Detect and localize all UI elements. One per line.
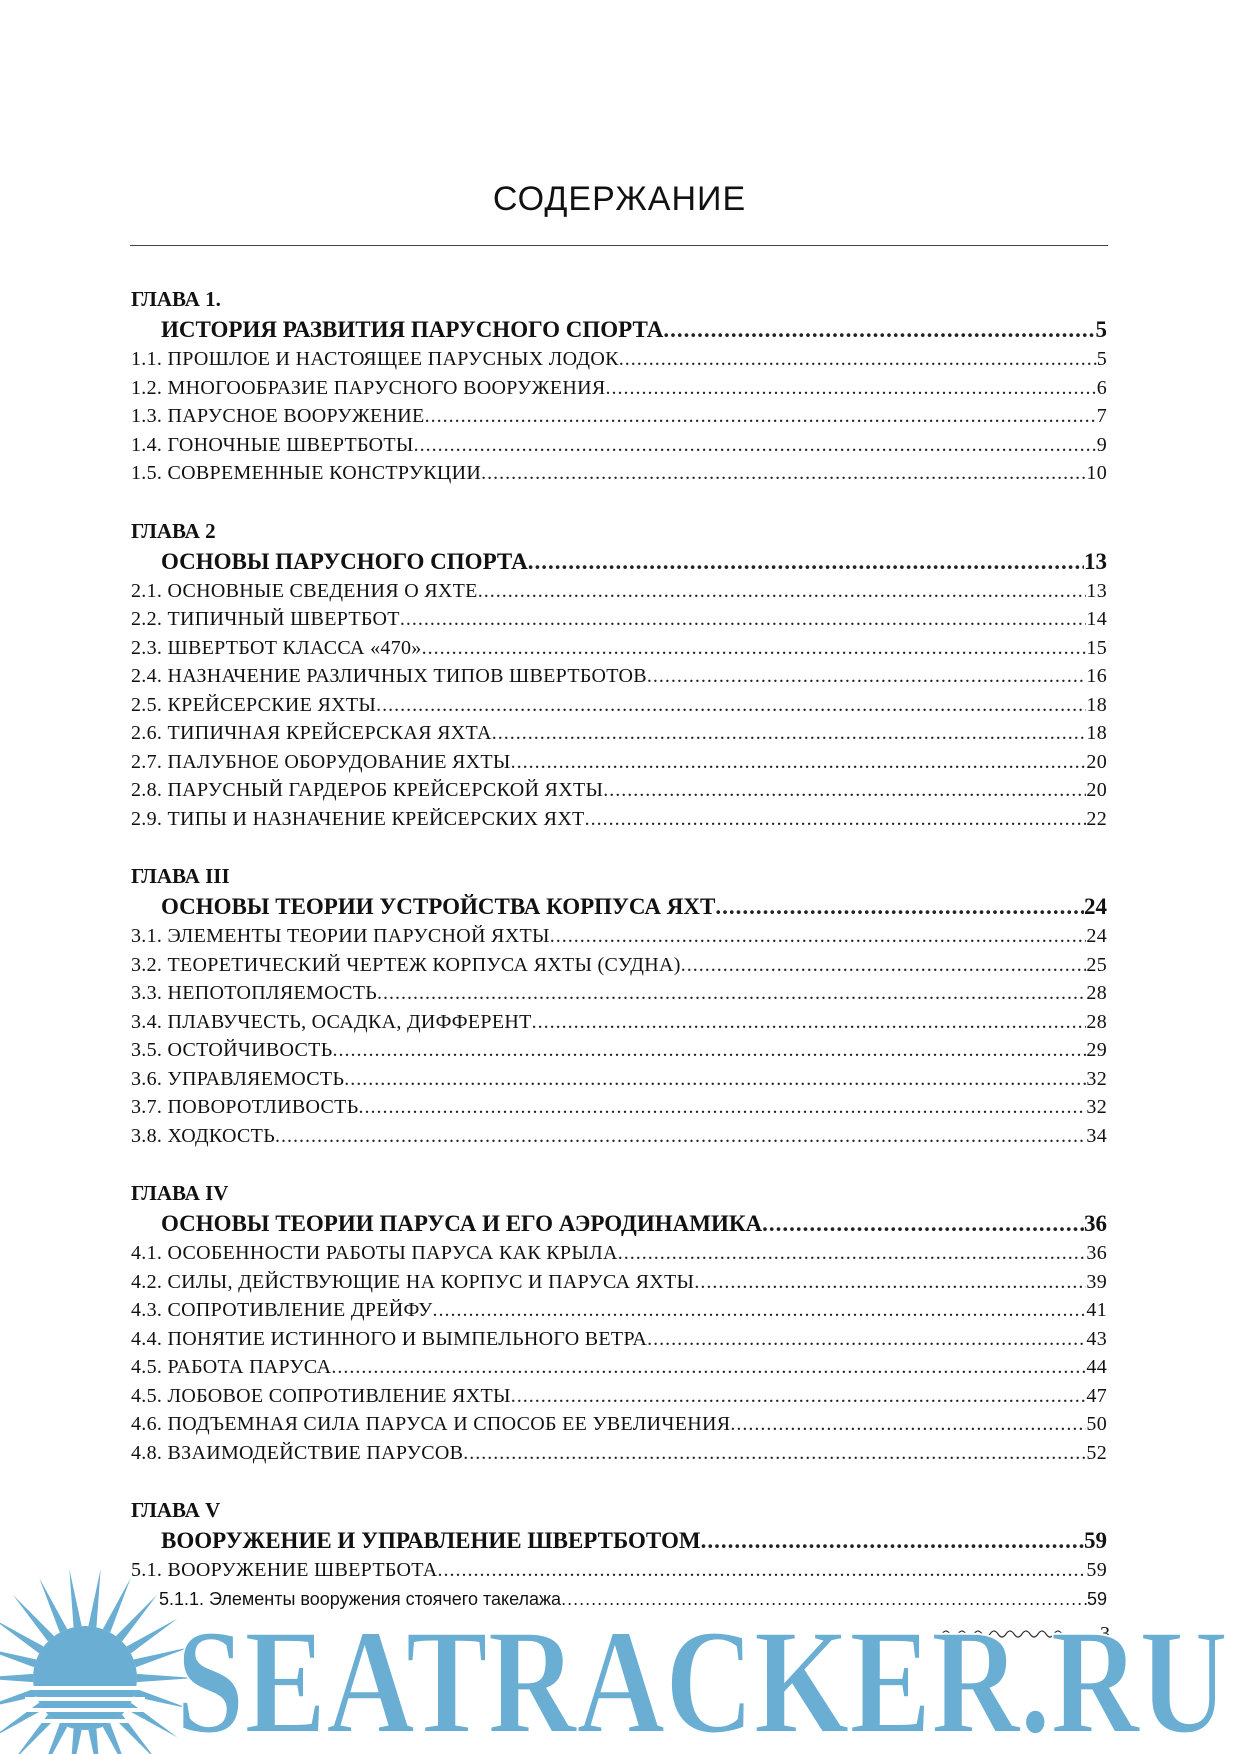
chapter-label: ГЛАВА 2 [131,518,216,543]
dot-leader [422,634,1087,663]
toc-entry-page: 47 [1086,1384,1107,1407]
chapter-4 [131,1178,1107,1467]
chapter-title-row[interactable] [131,1208,1107,1239]
dot-leader [331,1353,1086,1382]
toc-entry[interactable] [131,374,1107,403]
toc-entry[interactable] [131,1093,1107,1122]
toc-entry[interactable] [131,1122,1107,1151]
toc-entry-page: 29 [1086,1039,1107,1061]
dot-leader [762,1208,1084,1239]
dot-leader [414,431,1097,460]
toc-entry-title: 4.8. ВЗАИМОДЕЙСТВИЕ ПАРУСОВ [131,1441,464,1464]
toc-entry-title: 2.7. ПАЛУБНОЕ ОБОРУДОВАНИЕ ЯХТЫ [131,750,511,773]
dot-leader [532,1008,1087,1037]
dot-leader [478,577,1087,606]
toc-entry[interactable] [131,922,1107,951]
toc-entry-title: 3.5. ОСТОЙЧИВОСТЬ [131,1039,333,1061]
toc-entry-page: 39 [1086,1270,1107,1293]
sun-stripe [25,1708,145,1712]
toc-entry[interactable] [131,431,1107,460]
toc-entry-page: 25 [1086,953,1107,976]
toc-entry-page: 20 [1086,750,1107,773]
toc-entry-title: 3.8. ХОДКОСТЬ [131,1124,275,1147]
sun-stripe [25,1719,145,1723]
dot-leader [715,891,1084,922]
dot-leader [618,1239,1087,1268]
toc-entry-page: 36 [1086,1242,1107,1264]
chapter-page: 5 [1095,317,1107,342]
toc-entry-title: 1.5. СОВРЕМЕННЫЕ КОНСТРУКЦИИ [131,462,482,484]
chapter-title: ИСТОРИЯ РАЗВИТИЯ ПАРУСНОГО СПОРТА [161,317,664,342]
toc-entry-title: 2.9. ТИПЫ И НАЗНАЧЕНИЕ КРЕЙСЕРСКИХ ЯХТ [131,807,585,830]
chapter-title: ВООРУЖЕНИЕ И УПРАВЛЕНИЕ ШВЕРТБОТОМ [161,1528,701,1553]
toc-entry[interactable] [131,691,1107,720]
dot-leader [425,402,1097,431]
toc-entry-page: 28 [1086,982,1107,1004]
toc-entry-page: 41 [1086,1299,1107,1321]
toc-entry-title: 1.1. ПРОШЛОЕ И НАСТОЯЩЕЕ ПАРУСНЫХ ЛОДОК [131,348,619,370]
toc-entry[interactable] [131,1036,1107,1065]
dot-leader [463,1439,1086,1468]
dot-leader [585,805,1087,834]
chapter-1 [131,284,1107,488]
table-of-contents [131,284,1107,1641]
toc-entry-page: 5 [1096,348,1107,370]
toc-entry[interactable] [131,805,1107,834]
toc-entry[interactable] [131,1008,1107,1037]
dot-leader [481,459,1086,488]
chapter-title: ОСНОВЫ ТЕОРИИ ПАРУСА И ЕГО АЭРОДИНАМИКА [161,1211,763,1236]
dot-leader [332,1036,1086,1065]
toc-entry[interactable] [131,951,1107,980]
chapter-title-row[interactable] [131,891,1107,922]
dot-leader [647,662,1087,691]
toc-entry-title: 1.2. МНОГООБРАЗИЕ ПАРУСНОГО ВООРУЖЕНИЯ [131,376,606,399]
toc-entry-title: 3.1. ЭЛЕМЕНТЫ ТЕОРИИ ПАРУСНОЙ ЯХТЫ [131,925,550,947]
watermark-logo [0,1560,1239,1754]
dot-leader [344,1065,1086,1094]
toc-entry-page: 18 [1086,722,1107,744]
toc-entry-title: 1.3. ПАРУСНОЕ ВООРУЖЕНИЕ [131,405,425,427]
toc-entry[interactable] [131,345,1107,374]
toc-entry-page: 28 [1086,1010,1107,1033]
dot-leader [492,719,1087,748]
dot-leader [605,374,1096,403]
dot-leader [400,605,1087,634]
toc-entry-page: 59 [1086,1559,1107,1581]
dot-leader [511,1382,1087,1411]
chapter-title: ОСНОВЫ ТЕОРИИ УСТРОЙСТВА КОРПУСА ЯХТ [161,894,716,919]
toc-entry[interactable] [131,1382,1107,1411]
toc-entry-page: 6 [1096,376,1107,399]
toc-entry[interactable] [131,748,1107,777]
toc-entry-page: 15 [1086,636,1107,659]
sun-disc [33,1626,137,1730]
dot-leader [275,1122,1086,1151]
toc-entry-title: 4.4. ПОНЯТИЕ ИСТИННОГО И ВЫМПЕЛЬНОГО ВЕТРА [131,1327,648,1350]
chapter-2 [131,516,1107,834]
toc-entry-page: 10 [1086,462,1107,484]
toc-entry-page: 34 [1086,1124,1107,1147]
toc-entry[interactable] [131,1065,1107,1094]
toc-entry-title: 4.5. ЛОБОВОЕ СОПРОТИВЛЕНИЕ ЯХТЫ [131,1384,511,1407]
toc-subentry-page: 59 [1086,1588,1107,1609]
chapter-label: ГЛАВА 1. [131,287,221,311]
toc-entry[interactable] [131,605,1107,634]
toc-entry-page: 9 [1096,433,1107,456]
toc-entry-title: 3.4. ПЛАВУЧЕСТЬ, ОСАДКА, ДИФФЕРЕНТ [131,1010,532,1033]
toc-entry-page: 16 [1086,665,1107,687]
chapter-label: ГЛАВА V [131,1498,221,1522]
dot-leader [358,1093,1086,1122]
toc-entry-title: 2.1. ОСНОВНЫЕ СВЕДЕНИЯ О ЯХТЕ [131,579,478,602]
chapter-page: 24 [1084,894,1107,919]
toc-entry-page: 7 [1096,405,1107,427]
toc-entry-title: 3.7. ПОВОРОТЛИВОСТЬ [131,1096,359,1118]
chapter-page: 59 [1084,1528,1107,1553]
dot-leader [528,546,1084,577]
toc-entry-page: 22 [1086,807,1107,830]
chapter-label: ГЛАВА III [131,864,230,888]
toc-entry-page: 18 [1086,693,1107,716]
dot-leader [550,922,1087,951]
chapter-page: 13 [1084,548,1107,574]
dot-leader [681,951,1087,980]
sun-icon [0,1569,195,1754]
toc-entry-page: 13 [1086,579,1107,602]
toc-entry-title: 1.4. ГОНОЧНЫЕ ШВЕРТБОТЫ [131,433,414,456]
svg-text:SEATRACKER.RU: SEATRACKER.RU [176,1599,1228,1754]
toc-entry-page: 32 [1086,1096,1107,1118]
chapter-title-row[interactable] [131,314,1107,345]
dot-leader [377,979,1086,1008]
dot-leader [511,748,1087,777]
toc-entry[interactable] [131,662,1107,691]
toc-entry-title: 3.3. НЕПОТОПЛЯЕМОСТЬ [131,982,378,1004]
toc-entry[interactable] [131,1268,1107,1297]
toc-entry[interactable] [131,1296,1107,1325]
toc-entry-page: 32 [1086,1067,1107,1090]
page-number-value: 3 [1100,1623,1110,1645]
title-divider [130,245,1108,246]
toc-entry-title: 4.3. СОПРОТИВЛЕНИЕ ДРЕЙФУ [131,1299,433,1321]
toc-entry-page: 24 [1086,925,1107,947]
toc-entry[interactable] [131,1410,1107,1439]
toc-entry[interactable] [131,1325,1107,1354]
chapter-title-row[interactable] [131,1525,1107,1556]
dot-leader [376,691,1086,720]
dot-leader [647,1325,1086,1354]
toc-entry-title: 2.6. ТИПИЧНАЯ КРЕЙСЕРСКАЯ ЯХТА [131,722,492,744]
chapter-page: 36 [1084,1211,1107,1236]
chapter-title: ОСНОВЫ ПАРУСНОГО СПОРТА [161,548,528,574]
sun-stripe [25,1686,145,1690]
dot-leader [619,345,1097,374]
dot-leader [701,1525,1084,1556]
toc-entry-title: 2.3. ШВЕРТБОТ КЛАССА «470» [131,636,422,659]
dot-leader [433,1296,1087,1325]
toc-entry[interactable] [131,719,1107,748]
dot-leader [663,314,1095,345]
dot-leader [694,1268,1086,1297]
toc-entry[interactable] [131,1353,1107,1382]
toc-entry-title: 2.5. КРЕЙСЕРСКИЕ ЯХТЫ [131,693,377,716]
toc-entry[interactable] [131,459,1107,488]
chapter-3 [131,861,1107,1150]
toc-entry-title: 3.2. ТЕОРЕТИЧЕСКИЙ ЧЕРТЕЖ КОРПУСА ЯХТЫ (СУДНА) [131,953,681,976]
toc-entry[interactable] [131,634,1107,663]
toc-entry-page: 44 [1086,1356,1107,1378]
toc-entry-title: 4.2. СИЛЫ, ДЕЙСТВУЮЩИЕ НА КОРПУС И ПАРУСА ЯХТЫ [131,1270,695,1293]
toc-entry[interactable] [131,577,1107,606]
toc-entry-title: 2.2. ТИПИЧНЫЙ ШВЕРТБОТ [131,608,400,630]
toc-entry-page: 43 [1086,1327,1107,1350]
toc-entry[interactable] [131,979,1107,1008]
dot-leader [730,1410,1086,1439]
toc-entry-title: 4.5. РАБОТА ПАРУСА [131,1356,332,1378]
toc-entry-title: 3.6. УПРАВЛЯЕМОСТЬ [131,1067,345,1090]
toc-entry-title: 4.6. ПОДЪЕМНАЯ СИЛА ПАРУСА И СПОСОБ ЕЕ УВЕЛИЧЕНИЯ [131,1413,731,1435]
toc-entry-page: 50 [1086,1413,1107,1435]
toc-subentry-title: 5.1.1. Элементы вооружения стоячего такелажа [159,1588,562,1609]
toc-entry-title: 2.8. ПАРУСНЫЙ ГАРДЕРОБ КРЕЙСЕРСКОЙ ЯХТЫ [131,779,604,801]
chapter-label: ГЛАВА IV [131,1181,229,1205]
toc-entry-title: 4.1. ОСОБЕННОСТИ РАБОТЫ ПАРУСА КАК КРЫЛА [131,1242,618,1264]
toc-entry-page: 52 [1086,1441,1107,1464]
page-title: СОДЕРЖАНИЕ [492,180,747,218]
toc-entry[interactable] [131,1239,1107,1268]
sun-stripe [25,1697,145,1701]
toc-entry[interactable] [131,402,1107,431]
toc-entry-title: 2.4. НАЗНАЧЕНИЕ РАЗЛИЧНЫХ ТИПОВ ШВЕРТБОТОВ [131,665,647,687]
toc-entry-title: 5.1. ВООРУЖЕНИЕ ШВЕРТБОТА [131,1559,438,1581]
dot-leader [603,776,1086,805]
chapter-title-row[interactable] [131,546,1107,577]
toc-entry-page: 14 [1086,608,1107,630]
toc-entry-page: 20 [1086,779,1107,801]
toc-entry[interactable] [131,776,1107,805]
toc-entry[interactable] [131,1439,1107,1468]
